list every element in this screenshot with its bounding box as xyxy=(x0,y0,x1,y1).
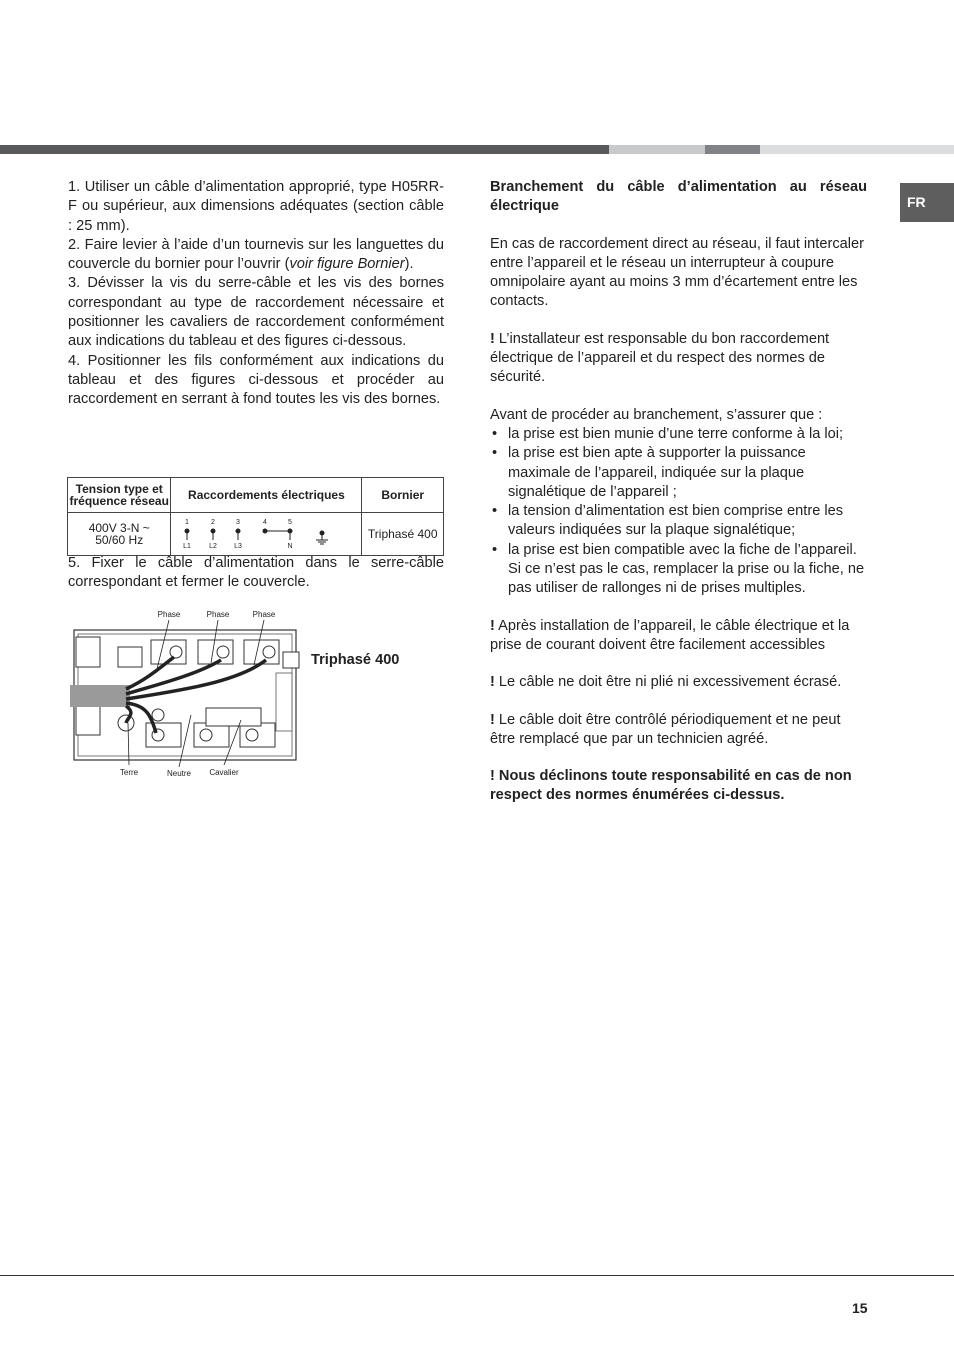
step-3: 3. Dévisser la vis du serre-câble et les vis des bornes correspondant au type de raccordement nécessaire et positionner les cavaliers de raccordement conformément aux indications du tableau et des figures ci-dessous. xyxy=(68,275,444,350)
neutre-label: Neutre xyxy=(166,769,192,778)
connection-table xyxy=(67,477,444,556)
terminal-schema xyxy=(172,514,360,552)
step-1: 1. Utiliser un câble d’alimentation approprié, type H05RR-F ou supérieur, aux dimensions adéquates (section câble : 25 mm). xyxy=(68,179,444,234)
header-raccordements: Raccordements électriques xyxy=(171,478,362,513)
terminal-number: 2 xyxy=(211,519,216,526)
instructions-left xyxy=(68,178,444,410)
terminal-number: 3 xyxy=(236,519,241,526)
header-bar-lighter xyxy=(760,145,954,154)
terminal-block-figure xyxy=(66,605,306,785)
terminal-label: L2 xyxy=(209,543,218,550)
page-number: 15 xyxy=(852,1300,868,1316)
terminal-number: 1 xyxy=(185,519,190,526)
figure-title: Triphasé 400 xyxy=(311,652,400,668)
checklist xyxy=(490,425,867,599)
instructions-right xyxy=(490,178,867,824)
footer-rule xyxy=(0,1275,954,1276)
paragraph-disclaimer: ! Nous déclinons toute responsabilité en cas de non respect des normes énumérées ci-dessus. xyxy=(490,768,852,804)
step-4: 4. Positionner les fils conformément aux indications du tableau et des figures ci-dessous et procéder au raccordement en serrant à fond toutes les vis des bornes. xyxy=(68,352,444,408)
header-bornier: Bornier xyxy=(362,478,444,513)
header-bar-mid xyxy=(705,145,760,154)
list-item: • la prise est bien apte à supporter la puissance maximale de l’appareil, indiquée sur la plaque signalétique de l’appareil ; xyxy=(490,444,867,502)
bornier-cell: Triphasé 400 xyxy=(362,513,444,556)
cavalier-label: Cavalier xyxy=(209,768,239,777)
section-heading: Branchement du câble d’alimentation au réseau électrique xyxy=(490,179,867,215)
step-2: 2. Faire levier à l’aide d’un tournevis sur les languettes du couvercle du bornier pour l’ouvrir (voir figure Bornier). xyxy=(68,236,444,273)
paragraph-accessible: ! Après installation de l’appareil, le câble électrique et la prise de courant doivent être facilement accessibles xyxy=(490,617,850,653)
header-bar-dark xyxy=(0,145,609,154)
paragraph-cable-bent: ! Le câble ne doit être ni plié ni excessivement écrasé. xyxy=(490,674,842,691)
paragraph-before: Avant de procéder au branchement, s’assurer que : xyxy=(490,406,823,423)
paragraph-installer: ! L’installateur est responsable du bon raccordement électrique de l’appareil et du respect des normes de sécurité. xyxy=(490,330,830,386)
voltage-cell: 400V 3-N ~ 50/60 Hz xyxy=(68,513,171,556)
list-item: • la prise est bien compatible avec la fiche de l’appareil. Si ce n’est pas le cas, remplacer la prise ou la fiche, ne pas utiliser de rallonges ni de prises multiples. xyxy=(490,541,867,599)
list-item: • la tension d’alimentation est bien comprise entre les valeurs indiquées sur la plaque signalétique; xyxy=(490,502,867,541)
connection-diagram-cell xyxy=(171,513,362,556)
step-5: 5. Fixer le câble d’alimentation dans le serre-câble correspondant et fermer le couvercle. xyxy=(68,555,444,591)
phase-label: Phase xyxy=(252,610,276,619)
terminal-label: L1 xyxy=(183,543,192,550)
list-item: • la prise est bien munie d’une terre conforme à la loi; xyxy=(490,425,867,444)
paragraph-direct-connection: En cas de raccordement direct au réseau, il faut intercaler entre l’appareil et le réseau un interrupteur à coupure omnipolaire ayant au moins 3 mm d’écartement entre les contacts. xyxy=(490,235,864,310)
header-tension: Tension type et fréquence réseau xyxy=(68,478,171,513)
terminal-number: 4 xyxy=(263,519,268,526)
paragraph-cable-check: ! Le câble doit être contrôlé périodiquement et ne peut être remplacé que par un technicien agréé. xyxy=(490,711,841,747)
header-bar-light xyxy=(609,145,705,154)
terminal-label: L3 xyxy=(234,543,243,550)
phase-label: Phase xyxy=(157,610,181,619)
language-tab: FR xyxy=(900,183,954,222)
phase-label: Phase xyxy=(206,610,230,619)
terminal-number: 5 xyxy=(288,519,293,526)
terminal-label: N xyxy=(287,543,293,550)
terre-label: Terre xyxy=(119,768,139,777)
